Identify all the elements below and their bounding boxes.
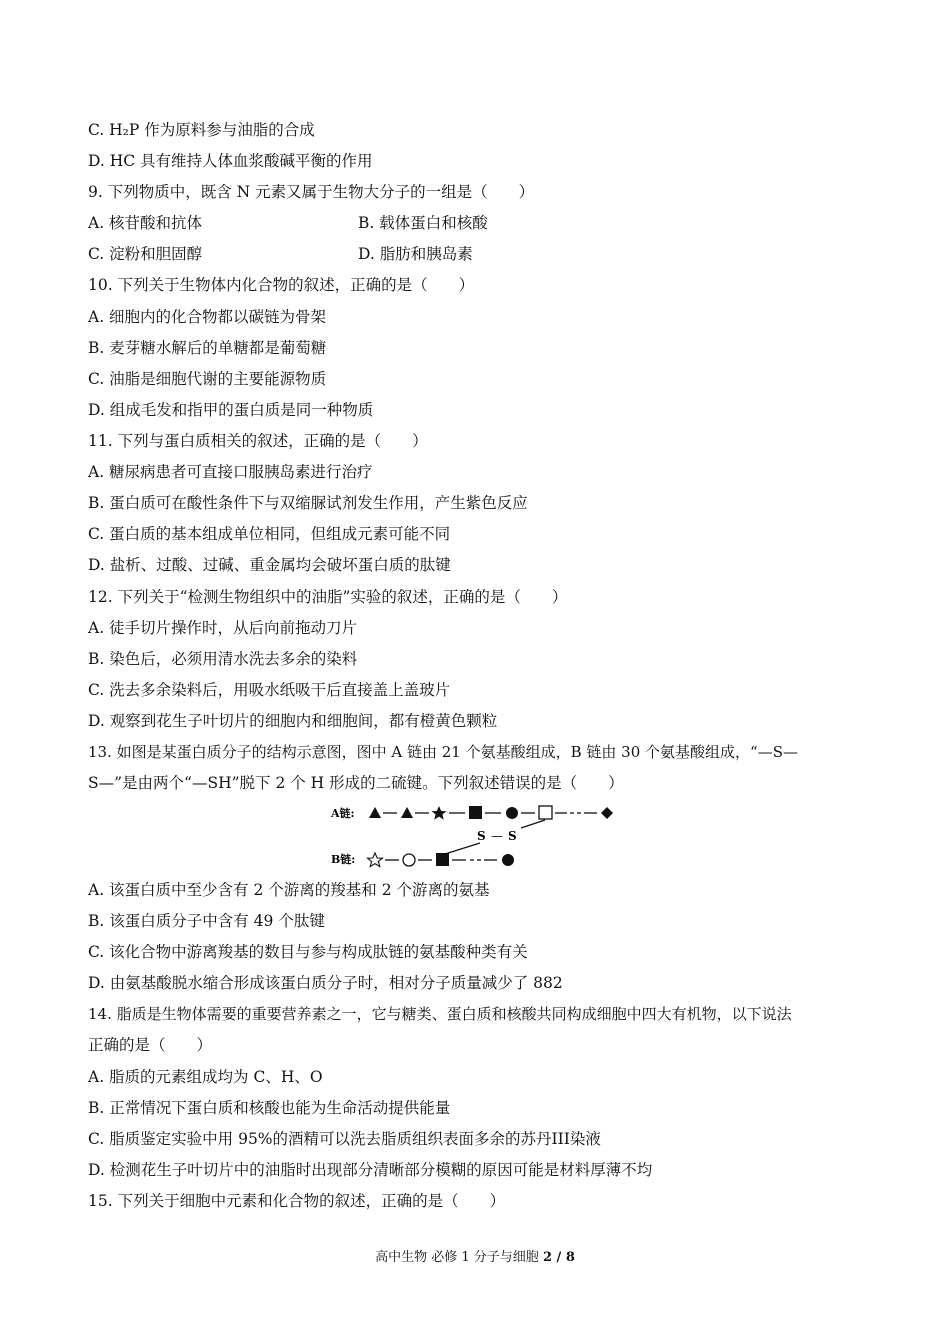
option-11c: C. 蛋白质的基本组成单位相同，但组成元素可能不同 bbox=[88, 525, 451, 543]
option-13d: D. 由氨基酸脱水缩合形成该蛋白质分子时，相对分子质量减少了 882 bbox=[88, 974, 563, 992]
option-8c: C. H₂P 作为原料参与油脂的合成 bbox=[88, 121, 315, 139]
question-9: 9. 下列物质中，既含 N 元素又属于生物大分子的一组是（ ） bbox=[88, 183, 535, 201]
question-10: 10. 下列关于生物体内化合物的叙述，正确的是（ ） bbox=[88, 276, 475, 294]
circle-icon bbox=[502, 854, 514, 866]
option-10a: A. 细胞内的化合物都以碳链为骨架 bbox=[88, 308, 327, 326]
footer-subject: 高中生物 必修 1 分子与细胞 bbox=[375, 1250, 543, 1265]
option-9c: C. 淀粉和胆固醇 bbox=[88, 245, 203, 263]
option-14d: D. 检测花生子叶切片中的油脂时出现部分清晰部分模糊的原因可能是材料厚薄不均 bbox=[88, 1161, 653, 1179]
option-13c: C. 该化合物中游离羧基的数目与参与构成肽链的氨基酸种类有关 bbox=[88, 943, 528, 961]
option-12d: D. 观察到花生子叶切片的细胞内和细胞间，都有橙黄色颗粒 bbox=[88, 712, 498, 730]
option-12b: B. 染色后，必须用清水洗去多余的染料 bbox=[88, 650, 358, 668]
question-12: 12. 下列关于“检测生物组织中的油脂”实验的叙述，正确的是（ ） bbox=[88, 588, 568, 606]
option-11b: B. 蛋白质可在酸性条件下与双缩脲试剂发生作用，产生紫色反应 bbox=[88, 494, 528, 512]
option-9b: B. 载体蛋白和核酸 bbox=[358, 214, 488, 232]
option-13b: B. 该蛋白质分子中含有 49 个肽键 bbox=[88, 912, 325, 930]
option-12a: A. 徒手切片操作时，从后向前拖动刀片 bbox=[88, 619, 358, 637]
footer-separator: / bbox=[552, 1250, 566, 1265]
triangle-icon bbox=[401, 807, 413, 818]
option-12c: C. 洗去多余染料后，用吸水纸吸干后直接盖上盖玻片 bbox=[88, 681, 451, 699]
option-11a: A. 糖尿病患者可直接口服胰岛素进行治疗 bbox=[88, 463, 373, 481]
question-13-line1: 13. 如图是某蛋白质分子的结构示意图，图中 A 链由 21 个氨基酸组成，B 链由 30 个氨基酸组成，“—S— bbox=[88, 743, 798, 761]
question-11: 11. 下列与蛋白质相关的叙述，正确的是（ ） bbox=[88, 432, 428, 450]
option-10d: D. 组成毛发和指甲的蛋白质是同一种物质 bbox=[88, 401, 374, 419]
option-11d: D. 盐析、过酸、过碱、重金属均会破坏蛋白质的肽键 bbox=[88, 556, 451, 574]
question-13-line2: S—”是由两个“—SH”脱下 2 个 H 形成的二硫键。下列叙述错误的是（ ） bbox=[88, 774, 624, 792]
page-footer bbox=[0, 1246, 950, 1265]
option-14b: B. 正常情况下蛋白质和核酸也能为生命活动提供能量 bbox=[88, 1099, 451, 1117]
triangle-icon bbox=[369, 807, 381, 818]
a-chain-label: A链: bbox=[331, 807, 355, 820]
option-9a: A. 核苷酸和抗体 bbox=[88, 214, 203, 232]
option-10b: B. 麦芽糖水解后的单糖都是葡萄糖 bbox=[88, 339, 327, 357]
circle-icon bbox=[506, 807, 518, 819]
sulfur-left: S bbox=[477, 829, 486, 843]
hollow-square-icon bbox=[539, 806, 552, 819]
hollow-circle-icon bbox=[403, 854, 415, 866]
question-14-line2: 正确的是（ ） bbox=[88, 1036, 213, 1054]
option-10c: C. 油脂是细胞代谢的主要能源物质 bbox=[88, 370, 327, 388]
footer-page-number: 2 bbox=[542, 1250, 552, 1265]
sulfur-bond: — bbox=[491, 829, 503, 843]
hollow-star-icon bbox=[368, 853, 383, 867]
option-14a: A. 脂质的元素组成均为 C、H、O bbox=[88, 1068, 323, 1086]
square-icon bbox=[469, 806, 482, 819]
footer-total-pages: 8 bbox=[565, 1250, 575, 1265]
star-icon bbox=[432, 806, 447, 820]
option-9d: D. 脂肪和胰岛素 bbox=[358, 245, 473, 263]
option-13a: A. 该蛋白质中至少含有 2 个游离的羧基和 2 个游离的氨基 bbox=[88, 881, 490, 899]
b-chain-label: B链: bbox=[331, 853, 356, 866]
diamond-icon bbox=[601, 807, 613, 819]
protein-chain-diagram bbox=[325, 798, 625, 874]
question-14-line1: 14. 脂质是生物体需要的重要营养素之一，它与糖类、蛋白质和核酸共同构成细胞中四大有机物，以下说法 bbox=[88, 1005, 792, 1023]
question-15: 15. 下列关于细胞中元素和化合物的叙述，正确的是（ ） bbox=[88, 1192, 506, 1210]
sulfur-right: S bbox=[508, 829, 517, 843]
option-8d: D. HC 具有维持人体血浆酸碱平衡的作用 bbox=[88, 152, 373, 170]
option-14c: C. 脂质鉴定实验中用 95%的酒精可以洗去脂质组织表面多余的苏丹III染液 bbox=[88, 1130, 601, 1148]
square-icon bbox=[436, 853, 449, 866]
